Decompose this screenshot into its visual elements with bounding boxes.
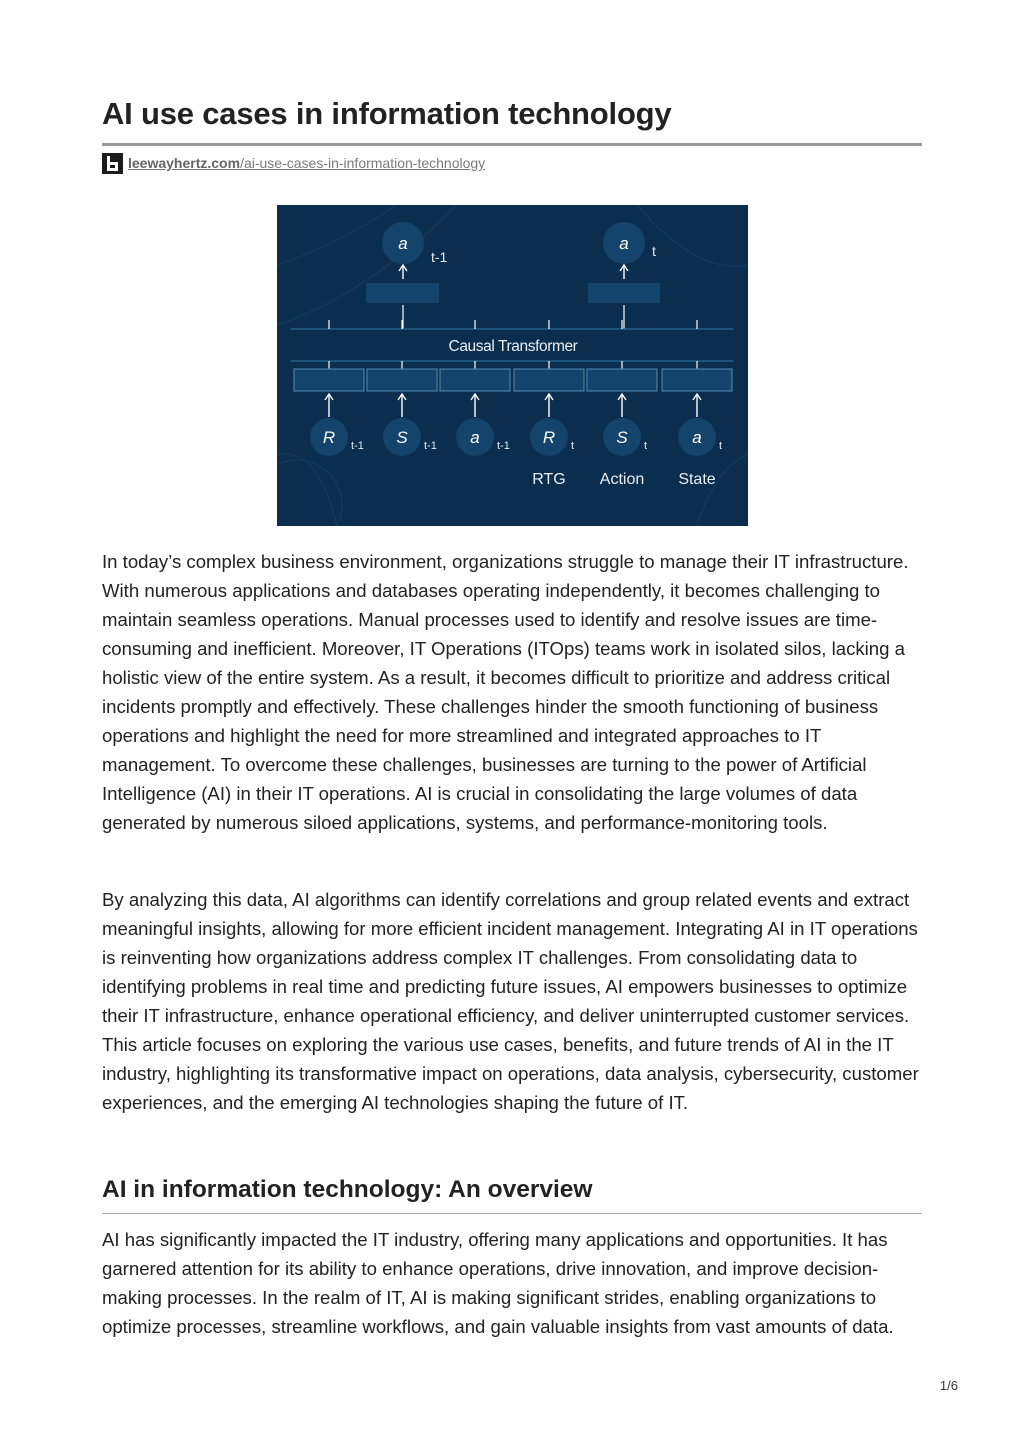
label-state: State bbox=[678, 471, 716, 488]
input-token-symbol: S bbox=[396, 428, 408, 447]
output-box-1 bbox=[366, 283, 439, 303]
transformer-label: Causal Transformer bbox=[448, 338, 578, 355]
top-token-subscript: t bbox=[652, 243, 656, 259]
source-link[interactable] bbox=[128, 155, 485, 171]
embedding-box-6 bbox=[662, 369, 732, 391]
input-token-subscript: t bbox=[719, 440, 723, 452]
paragraph-overview: AI has significantly impacted the IT industry, offering many applications and opportunities. It has garnered attention for its ability to enhance operations, drive innovation, and improve decision-making processes. In the realm of IT, AI is making significant strides, enabling organizations to optimize processes, streamline workflows, and gain valuable insights from vast amounts of data. bbox=[102, 1229, 894, 1337]
label-rtg: RTG bbox=[532, 471, 566, 488]
input-token-subscript: t-1 bbox=[351, 440, 364, 452]
embedding-box-4 bbox=[514, 369, 584, 391]
input-token-subscript: t bbox=[644, 440, 648, 452]
input-token-symbol: R bbox=[542, 428, 556, 447]
section-divider bbox=[102, 1213, 922, 1214]
paragraph-intro: In today’s complex business environment, organizations struggle to manage their IT infrastructure. With numerous applications and databases operating independently, it becomes challenging to maintain seamless operations. Manual processes used to identify and resolve issues are time-consuming and inefficient. Moreover, IT Operations (ITOps) teams work in isolated silos, lacking a holistic view of the entire system. As a result, it becomes difficult to prioritize and address critical incidents promptly and effectively. These challenges hinder the smooth functioning of business operations and highlight the need for more streamlined and integrated approaches to IT management. To overcome these challenges, businesses are turning to the power of Artificial Intelligence (AI) in their IT operations. AI is crucial in consolidating the large volumes of data generated by numerous siloed applications, systems, and performance-monitoring tools. bbox=[102, 551, 909, 833]
embedding-box-1 bbox=[294, 369, 364, 391]
causal-transformer-diagram bbox=[277, 205, 748, 526]
top-token-subscript: t-1 bbox=[431, 249, 448, 265]
title-divider bbox=[102, 143, 922, 146]
embedding-box-5 bbox=[587, 369, 657, 391]
top-token-symbol: a bbox=[619, 234, 629, 253]
source-line bbox=[102, 152, 485, 174]
input-token-subscript: t-1 bbox=[424, 440, 437, 452]
source-domain: leewayhertz.com bbox=[128, 155, 241, 171]
site-favicon-icon bbox=[102, 153, 123, 174]
diagram-figure bbox=[277, 205, 748, 526]
page-number: 1/6 bbox=[939, 1378, 958, 1393]
embedding-box-2 bbox=[367, 369, 437, 391]
source-path: /ai-use-cases-in-information-technology bbox=[240, 155, 486, 171]
input-token-subscript: t-1 bbox=[497, 440, 510, 452]
section-heading: AI in information technology: An overview bbox=[102, 1176, 593, 1203]
top-token-symbol: a bbox=[398, 234, 408, 253]
page-title: AI use cases in information technology bbox=[102, 96, 672, 131]
input-token-subscript: t bbox=[571, 440, 575, 452]
input-token-symbol: a bbox=[692, 428, 702, 447]
input-token-symbol: a bbox=[470, 428, 480, 447]
paragraph-analysis: By analyzing this data, AI algorithms can identify correlations and group related events and extract meaningful insights, allowing for more efficient incident management. Integrating AI in IT operations is reinventing how organizations address complex IT challenges. From consolidating data to identifying problems in real time and predicting future issues, AI empowers businesses to optimize their IT infrastructure, enhance operational efficiency, and deliver uninterrupted customer services. This article focuses on exploring the various use cases, benefits, and future trends of AI in the IT industry, highlighting its transformative impact on operations, data analysis, cybersecurity, customer experiences, and the emerging AI technologies shaping the future of IT. bbox=[102, 889, 919, 1113]
embedding-box-3 bbox=[440, 369, 510, 391]
input-token-symbol: R bbox=[322, 428, 336, 447]
label-action: Action bbox=[599, 471, 645, 488]
output-box-2 bbox=[588, 283, 660, 303]
input-token-symbol: S bbox=[616, 428, 628, 447]
